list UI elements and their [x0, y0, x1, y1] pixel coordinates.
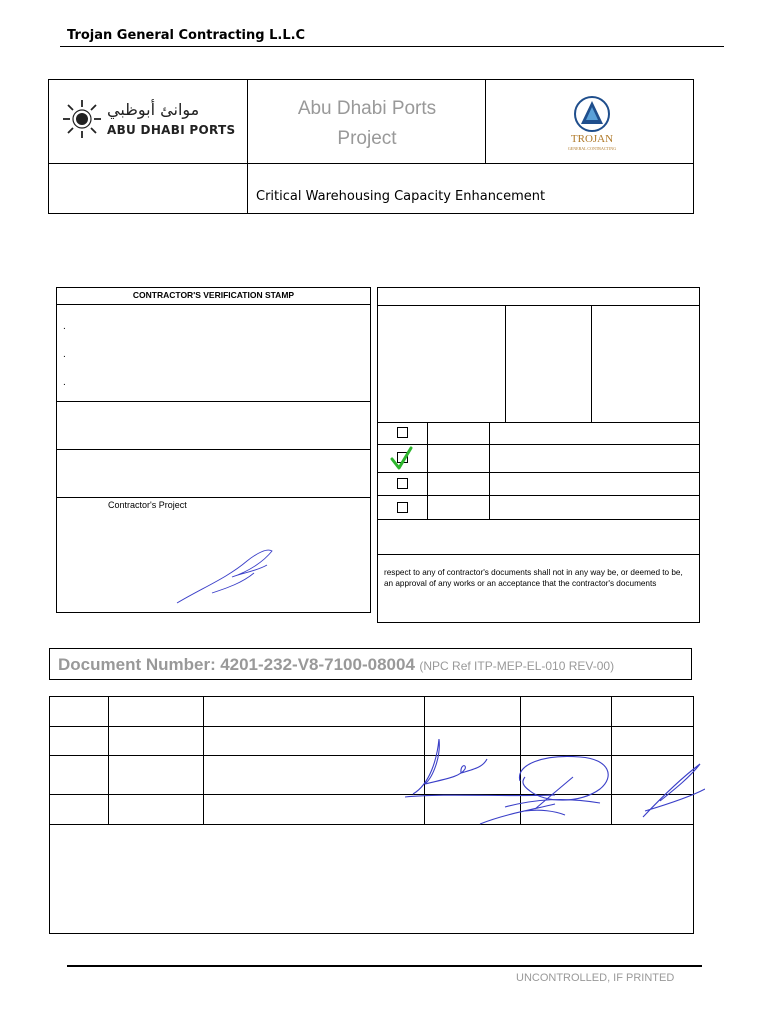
contractor-signature-icon	[172, 543, 282, 608]
approval-signatures-icon	[405, 729, 705, 829]
status-checkbox[interactable]	[397, 427, 408, 438]
trojan-logo-icon	[554, 92, 630, 154]
stamp-col-divider	[505, 305, 506, 422]
header-divider	[485, 80, 486, 163]
table-col-divider	[203, 697, 204, 824]
stamp-row-divider	[378, 495, 699, 496]
abu-dhabi-ports-logo-icon	[61, 98, 103, 140]
company-name: Trojan General Contracting L.L.C	[67, 28, 306, 43]
project-title-line2: Project	[337, 128, 397, 149]
client-logo-english: ABU DHABI PORTS	[107, 123, 236, 137]
stamp-bullet: .	[63, 377, 66, 388]
table-col-divider	[108, 697, 109, 824]
review-stamp	[377, 287, 700, 623]
revision-table	[49, 696, 694, 934]
contractor-logo-name: TROJAN	[570, 133, 614, 145]
contractor-verification-stamp	[56, 287, 371, 613]
status-checkbox[interactable]	[397, 478, 408, 489]
client-logo-arabic: موانئ أبوظبي	[107, 100, 200, 119]
stamp-row-divider	[57, 304, 370, 305]
document-number-box	[49, 648, 692, 680]
stamp-row-divider	[378, 305, 699, 306]
header-divider	[49, 163, 693, 164]
stamp-col-divider	[591, 305, 592, 422]
stamp-row-divider	[57, 401, 370, 402]
header-divider	[247, 80, 248, 213]
project-subtitle: Critical Warehousing Capacity Enhancement	[256, 189, 546, 204]
stamp-row-divider	[378, 554, 699, 555]
document-number-label: Document Number:	[58, 655, 216, 674]
stamp-row-divider	[57, 449, 370, 450]
disclaimer-text: respect to any of contractor's documents shall not in any way be, or deemed to be, an approval of any works or an acceptance that the contractor's documents	[384, 568, 683, 588]
check-mark-icon	[390, 445, 414, 471]
header-table	[48, 79, 694, 214]
stamp-col-divider	[427, 422, 428, 519]
project-title-line1: Abu Dhabi Ports	[297, 98, 437, 119]
footer-status: UNCONTROLLED, IF PRINTED	[516, 972, 675, 984]
stamp-title: CONTRACTOR'S VERIFICATION STAMP	[132, 290, 295, 300]
stamp-col-divider	[489, 422, 490, 519]
project-title	[249, 94, 485, 154]
footer-rule	[67, 965, 702, 967]
stamp-bullet: .	[63, 349, 66, 360]
stamp-bullet: .	[63, 321, 66, 332]
status-checkbox[interactable]	[397, 502, 408, 513]
table-row-divider	[50, 726, 693, 727]
stamp-row-divider	[378, 519, 699, 520]
stamp-row-divider	[57, 497, 370, 498]
stamp-row-divider	[378, 472, 699, 473]
header-rule	[60, 46, 724, 47]
stamp-row-divider	[378, 444, 699, 445]
contractor-logo-sub: GENERAL CONTRACTING	[567, 146, 617, 151]
signatory-label: Contractor's Project	[108, 500, 187, 510]
document-number: 4201-232-V8-7100-08004	[220, 655, 415, 674]
document-reference: (NPC Ref ITP-MEP-EL-010 REV-00)	[419, 659, 615, 673]
